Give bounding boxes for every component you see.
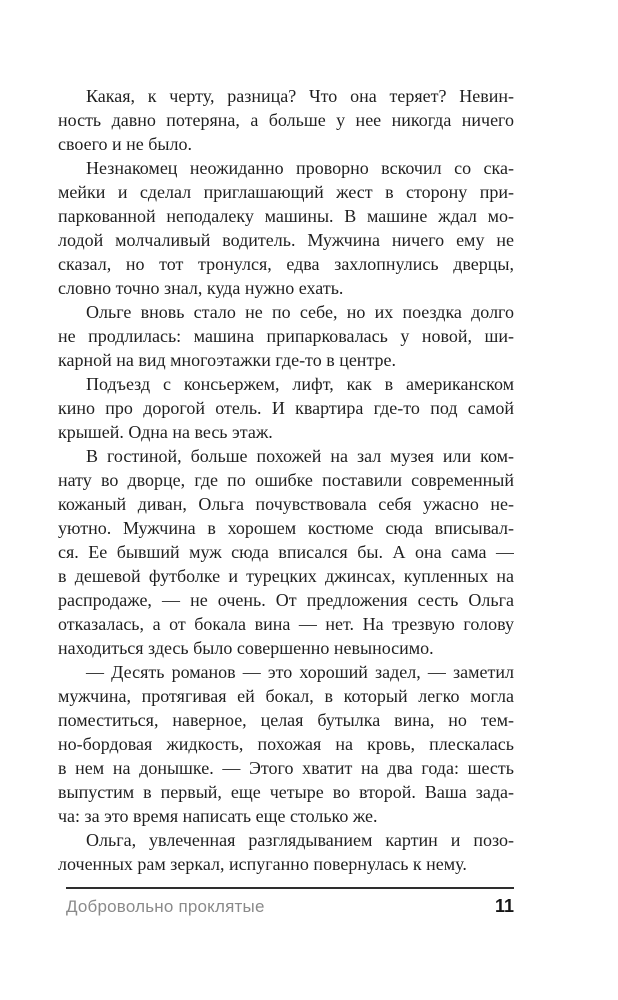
- text-line: в дешевой футболке и турецких джинсах, купленных на: [58, 566, 514, 586]
- page-text: [58, 84, 514, 876]
- paragraph: [58, 444, 514, 660]
- text-line: В гостиной, больше похожей на зал музея или ком-: [86, 446, 514, 466]
- text-line: Ольга, увлеченная разглядыванием картин и позо-: [86, 830, 514, 850]
- text-line: но-бордовая жидкость, похожая на кровь, плескалась: [58, 734, 514, 754]
- text-line: сказал, но тот тронулся, едва захлопнулись дверцы,: [58, 254, 514, 274]
- text-line: ча: за это время написать еще столько же.: [58, 806, 378, 826]
- text-line: уютно. Мужчина в хорошем костюме сюда вписывал-: [58, 518, 514, 538]
- text-line: находиться здесь было совершенно невыносимо.: [58, 638, 434, 658]
- paragraph: [58, 300, 514, 372]
- paragraph: [58, 660, 514, 828]
- text-line: поместиться, наверное, целая бутылка вина, но тем-: [58, 710, 514, 730]
- paragraph: [58, 156, 514, 300]
- text-line: Какая, к черту, разница? Что она теряет? Невин-: [86, 86, 514, 106]
- text-line: Незнакомец неожиданно проворно вскочил со ска-: [86, 158, 514, 178]
- text-line: лодой молчаливый водитель. Мужчина ничего ему не: [58, 230, 514, 250]
- paragraph: [58, 372, 514, 444]
- text-line: отказалась, а от бокала вина — нет. На трезвую голову: [58, 614, 514, 634]
- paragraph: [58, 828, 514, 876]
- text-line: мужчина, протягивая ей бокал, в который легко могла: [58, 686, 514, 706]
- text-line: в нем на донышке. — Этого хватит на два года: шесть: [58, 758, 514, 778]
- text-line: ся. Ее бывший муж сюда вписался бы. А она сама —: [58, 542, 514, 562]
- text-line: не продлилась: машина припарковалась у новой, ши-: [58, 326, 514, 346]
- text-line: ность давно потеряна, а больше у нее никогда ничего: [58, 110, 514, 130]
- text-line: распродаже, — не очень. От предложения сесть Ольга: [58, 590, 514, 610]
- text-line: своего и не было.: [58, 134, 192, 154]
- text-line: паркованной неподалеку машины. В машине ждал мо-: [58, 206, 514, 226]
- text-line: карной на вид многоэтажки где-то в центре.: [58, 350, 397, 370]
- text-line: словно точно знал, куда нужно ехать.: [58, 278, 344, 298]
- text-line: — Десять романов — это хороший задел, — заметил: [86, 662, 514, 682]
- text-line: лоченных рам зеркал, испуганно повернулась к нему.: [58, 854, 467, 874]
- text-line: нату во дворце, где по ошибке поставили современный: [58, 470, 514, 490]
- text-line: Ольге вновь стало не по себе, но их поездка долго: [86, 302, 514, 322]
- text-line: мейки и сделал приглашающий жест в сторону при-: [58, 182, 514, 202]
- text-line: кожаный диван, Ольга почувствовала себя ужасно не-: [58, 494, 514, 514]
- paragraph: [58, 84, 514, 156]
- text-line: крышей. Одна на весь этаж.: [58, 422, 273, 442]
- book-title: Добровольно проклятые: [66, 897, 265, 916]
- text-line: кино про дорогой отель. И квартира где-то под самой: [58, 398, 514, 418]
- text-line: выпустим в первый, еще четыре во второй. Ваша зада-: [58, 782, 514, 802]
- page-number: 11: [494, 896, 514, 916]
- text-line: Подъезд с консьержем, лифт, как в американском: [86, 374, 514, 394]
- page-footer: [66, 887, 514, 917]
